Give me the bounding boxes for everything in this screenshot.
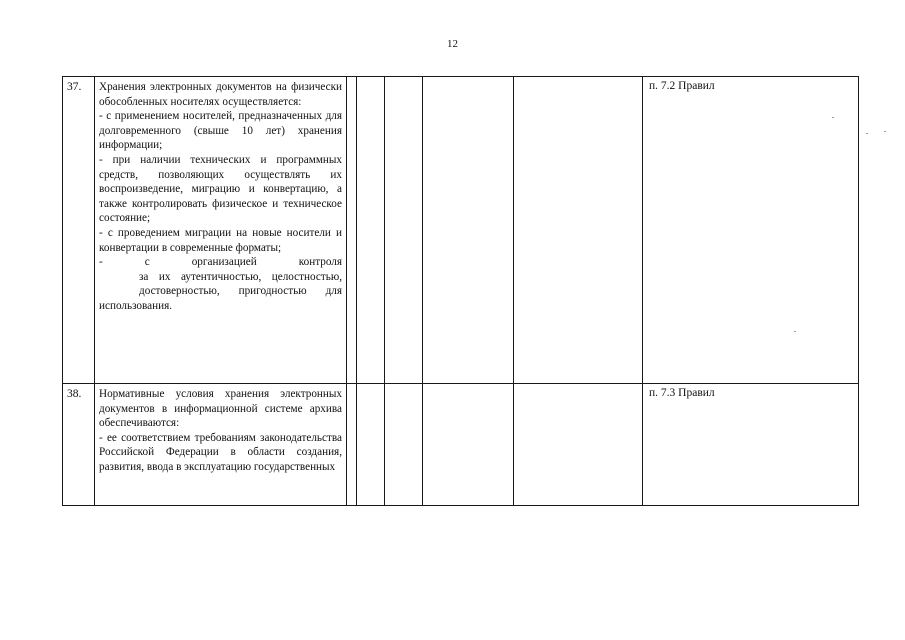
requirement-item: - ее соответствием требованиям законодательства Российской Федерации в области создания, развития, ввода в эксплуатацию государственных	[99, 431, 342, 473]
empty-cell	[514, 77, 643, 384]
scan-artifact	[832, 117, 834, 118]
empty-cell	[514, 384, 643, 506]
requirement-item: - с проведением миграции на новые носители и конвертации в современные форматы;	[99, 226, 342, 254]
empty-cell	[423, 384, 514, 506]
legal-reference: п. 7.2 Правил	[643, 77, 859, 384]
empty-cell	[385, 384, 423, 506]
row-number: 37.	[63, 77, 95, 384]
requirement-item-tail: использования.	[99, 299, 173, 312]
empty-cell	[385, 77, 423, 384]
requirement-text	[95, 77, 347, 384]
requirement-item: - при наличии технических и программных средств, позволяющих осуществлять их воспроизведение, миграцию и конвертацию, а также контролировать физическое и техническое состояние;	[99, 153, 342, 225]
requirement-intro: Нормативные условия хранения электронных документов в информационной системе архива обеспечиваются:	[99, 388, 342, 430]
requirement-item-continuation: за их аутентичностью, целостностью, достоверностью, пригодностью для	[139, 270, 342, 298]
empty-cell	[347, 384, 357, 506]
scan-artifact	[794, 331, 796, 332]
row-number: 38.	[63, 384, 95, 506]
table-row	[63, 77, 859, 384]
scan-artifact	[884, 131, 886, 132]
requirements-table	[62, 76, 859, 506]
empty-cell	[357, 384, 385, 506]
empty-cell	[347, 77, 357, 384]
requirement-item: - с организацией контроля	[99, 256, 342, 269]
legal-reference: п. 7.3 Правил	[643, 384, 859, 506]
scan-artifact	[866, 133, 868, 134]
requirement-item: - с применением носителей, предназначенных для долговременного (свыше 10 лет) хранения информации;	[99, 110, 342, 152]
empty-cell	[423, 77, 514, 384]
requirement-intro: Хранения электронных документов на физически обособленных носителях осуществляется:	[99, 81, 342, 108]
table-row	[63, 384, 859, 506]
page-number: 12	[447, 38, 458, 50]
empty-cell	[357, 77, 385, 384]
requirement-text	[95, 384, 347, 506]
